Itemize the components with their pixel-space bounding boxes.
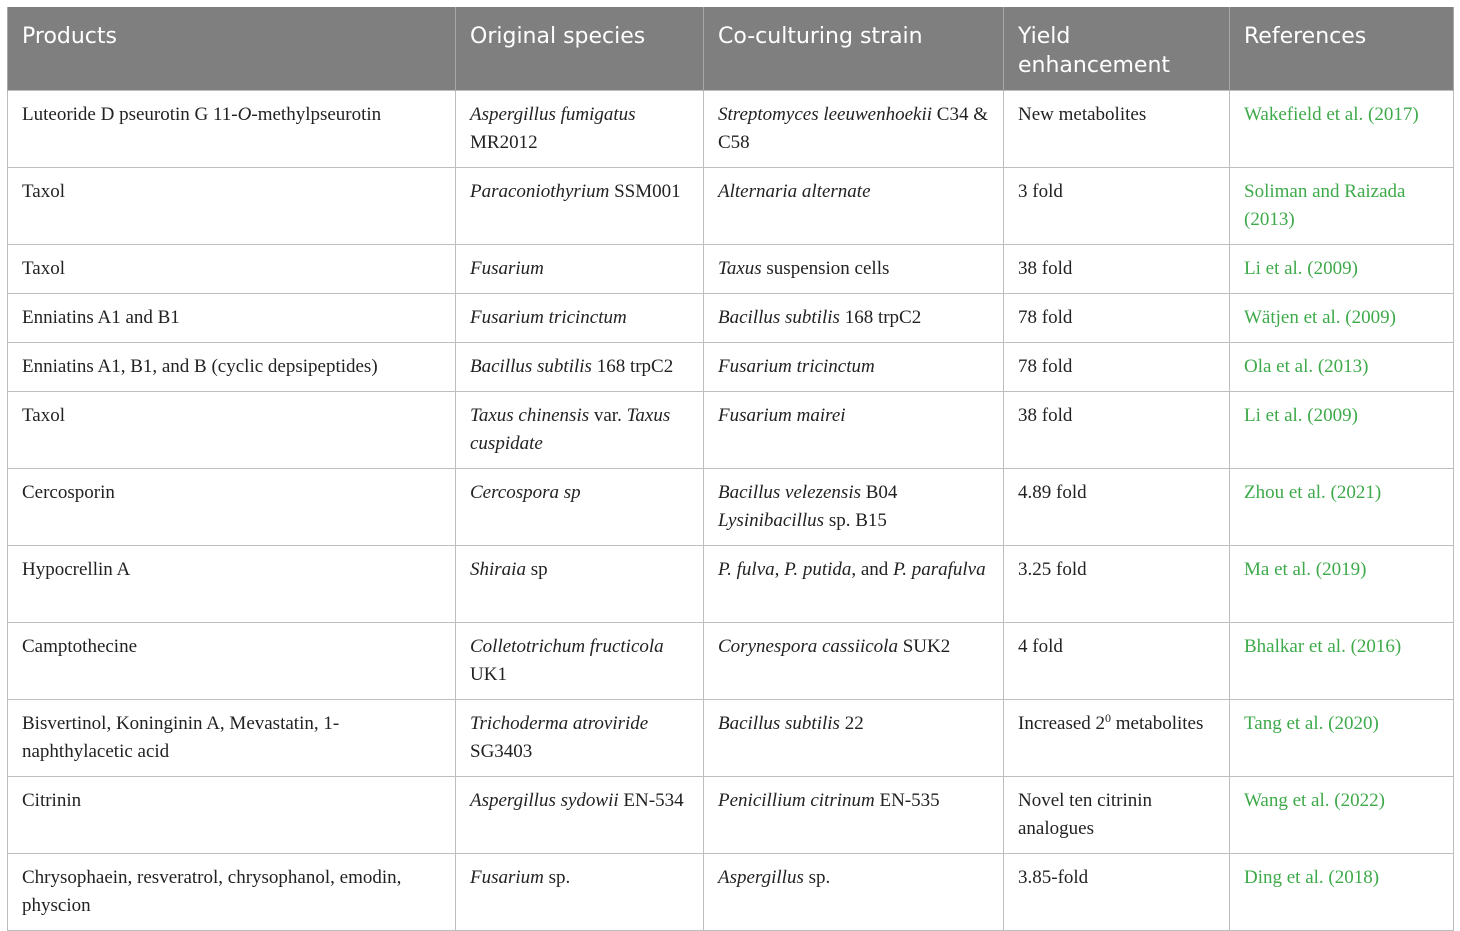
italic-text: Trichoderma atroviride bbox=[470, 713, 649, 734]
italic-text: P. parafulva bbox=[893, 559, 986, 580]
table-row bbox=[8, 294, 1454, 343]
table-row bbox=[8, 469, 1454, 546]
co-culturing-strain-cell bbox=[704, 392, 1004, 469]
yield-enhancement-cell: 4 fold bbox=[1004, 623, 1230, 700]
original-species-cell: Aspergillus sydowii EN-534 bbox=[456, 777, 704, 854]
reference-cell bbox=[1230, 623, 1454, 700]
italic-text: Shiraia bbox=[470, 559, 526, 580]
co-culturing-strain-cell: Streptomyces leeuwenhoekii C34 & C58 bbox=[704, 91, 1004, 168]
reference-cell bbox=[1230, 700, 1454, 777]
reference-cell bbox=[1230, 546, 1454, 623]
table-row bbox=[8, 91, 1454, 168]
yield-enhancement-cell: 38 fold bbox=[1004, 245, 1230, 294]
italic-text: Fusarium tricinctum bbox=[718, 356, 875, 377]
italic-text: Fusarium tricinctum bbox=[470, 307, 627, 328]
reference-cell bbox=[1230, 777, 1454, 854]
italic-text: Colletotrichum fructicola bbox=[470, 636, 664, 657]
reference-cell bbox=[1230, 469, 1454, 546]
yield-enhancement-cell: 78 fold bbox=[1004, 343, 1230, 392]
product-cell: Taxol bbox=[8, 168, 456, 245]
italic-text: Streptomyces leeuwenhoekii bbox=[718, 104, 933, 125]
co-culturing-strain-cell: Bacillus subtilis 168 trpC2 bbox=[704, 294, 1004, 343]
italic-text: Aspergillus fumigatus bbox=[470, 104, 636, 125]
coculture-products-table bbox=[7, 7, 1454, 931]
italic-text: Bacillus subtilis bbox=[718, 713, 840, 734]
italic-text: Fusarium bbox=[470, 258, 544, 279]
italic-text: Bacillus velezensis bbox=[718, 482, 861, 503]
reference-cell bbox=[1230, 91, 1454, 168]
table-header bbox=[8, 7, 1454, 91]
superscript-text: 0 bbox=[1105, 711, 1112, 725]
co-culturing-strain-cell: P. fulva, P. putida, and P. parafulva bbox=[704, 546, 1004, 623]
italic-text: Corynespora cassiicola bbox=[718, 636, 898, 657]
italic-text: Lysinibacillus bbox=[718, 510, 825, 531]
yield-enhancement-cell: 78 fold bbox=[1004, 294, 1230, 343]
co-culturing-strain-cell bbox=[704, 168, 1004, 245]
reference-link[interactable]: Li et al. (2009) bbox=[1244, 258, 1358, 279]
reference-cell bbox=[1230, 392, 1454, 469]
co-culturing-strain-cell bbox=[704, 343, 1004, 392]
reference-cell bbox=[1230, 343, 1454, 392]
reference-link[interactable]: Soliman and Raizada (2013) bbox=[1244, 181, 1406, 230]
reference-link[interactable]: Li et al. (2009) bbox=[1244, 405, 1358, 426]
table-body bbox=[8, 91, 1454, 931]
italic-text: P. fulva bbox=[718, 559, 775, 580]
product-cell: Bisvertinol, Koninginin A, Mevastatin, 1-naphthylacetic acid bbox=[8, 700, 456, 777]
co-culturing-strain-cell: Penicillium citrinum EN-535 bbox=[704, 777, 1004, 854]
italic-text: Bacillus subtilis bbox=[470, 356, 592, 377]
table-row bbox=[8, 777, 1454, 854]
reference-link[interactable]: Bhalkar et al. (2016) bbox=[1244, 636, 1402, 657]
product-cell: Luteoride D pseurotin G 11-O-methylpseurotin bbox=[8, 91, 456, 168]
original-species-cell: Taxus chinensis var. Taxus cuspidate bbox=[456, 392, 704, 469]
original-species-cell: Colletotrichum fructicola UK1 bbox=[456, 623, 704, 700]
yield-enhancement-cell: 3.25 fold bbox=[1004, 546, 1230, 623]
reference-link[interactable]: Ola et al. (2013) bbox=[1244, 356, 1369, 377]
product-cell: Enniatins A1, B1, and B (cyclic depsipeptides) bbox=[8, 343, 456, 392]
reference-cell bbox=[1230, 245, 1454, 294]
table-row bbox=[8, 392, 1454, 469]
header-yield-enhancement: Yield enhancement bbox=[1004, 7, 1230, 91]
original-species-cell bbox=[456, 245, 704, 294]
reference-link[interactable]: Ma et al. (2019) bbox=[1244, 559, 1367, 580]
italic-text: Aspergillus sydowii bbox=[470, 790, 619, 811]
reference-link[interactable]: Wakefield et al. (2017) bbox=[1244, 104, 1419, 125]
header-references: References bbox=[1230, 7, 1454, 91]
table-row bbox=[8, 343, 1454, 392]
product-cell: Hypocrellin A bbox=[8, 546, 456, 623]
original-species-cell: Bacillus subtilis 168 trpC2 bbox=[456, 343, 704, 392]
italic-text: Taxus cuspidate bbox=[470, 405, 671, 454]
co-culturing-strain-cell: Corynespora cassiicola SUK2 bbox=[704, 623, 1004, 700]
italic-text: P. putida bbox=[784, 559, 852, 580]
italic-text: Cercospora sp bbox=[470, 482, 581, 503]
italic-text: Alternaria alternate bbox=[718, 181, 871, 202]
table-row bbox=[8, 854, 1454, 931]
table-row bbox=[8, 546, 1454, 623]
original-species-cell: Paraconiothyrium SSM001 bbox=[456, 168, 704, 245]
italic-text: Taxus bbox=[718, 258, 762, 279]
product-cell: Cercosporin bbox=[8, 469, 456, 546]
product-cell: Camptothecine bbox=[8, 623, 456, 700]
co-culturing-strain-cell: Bacillus subtilis 22 bbox=[704, 700, 1004, 777]
yield-enhancement-cell: 4.89 fold bbox=[1004, 469, 1230, 546]
original-species-cell: Aspergillus fumigatus MR2012 bbox=[456, 91, 704, 168]
yield-enhancement-cell: Increased $2^0$ metabolites bbox=[1004, 700, 1230, 777]
table-row bbox=[8, 623, 1454, 700]
reference-cell bbox=[1230, 854, 1454, 931]
reference-link[interactable]: Zhou et al. (2021) bbox=[1244, 482, 1382, 503]
yield-enhancement-cell: 38 fold bbox=[1004, 392, 1230, 469]
original-species-cell: Shiraia sp bbox=[456, 546, 704, 623]
original-species-cell: Fusarium sp. bbox=[456, 854, 704, 931]
product-cell: Enniatins A1 and B1 bbox=[8, 294, 456, 343]
original-species-cell bbox=[456, 469, 704, 546]
co-culturing-strain-cell: Bacillus velezensis B04 Lysinibacillus sp. B15 bbox=[704, 469, 1004, 546]
reference-cell bbox=[1230, 168, 1454, 245]
reference-link[interactable]: Ding et al. (2018) bbox=[1244, 867, 1380, 888]
header-products: Products bbox=[8, 7, 456, 91]
co-culturing-strain-cell: Aspergillus sp. bbox=[704, 854, 1004, 931]
header-co-culturing-strain: Co-culturing strain bbox=[704, 7, 1004, 91]
italic-text: Fusarium bbox=[470, 867, 544, 888]
reference-link[interactable]: Tang et al. (2020) bbox=[1244, 713, 1379, 734]
italic-text: Fusarium mairei bbox=[718, 405, 846, 426]
reference-link[interactable]: Wang et al. (2022) bbox=[1244, 790, 1385, 811]
reference-cell bbox=[1230, 294, 1454, 343]
product-cell: Citrinin bbox=[8, 777, 456, 854]
yield-enhancement-cell: Novel ten citrinin analogues bbox=[1004, 777, 1230, 854]
header-row bbox=[8, 7, 1454, 91]
co-culturing-strain-cell: Taxus suspension cells bbox=[704, 245, 1004, 294]
yield-enhancement-cell: 3.85-fold bbox=[1004, 854, 1230, 931]
yield-enhancement-cell: New metabolites bbox=[1004, 91, 1230, 168]
product-cell: Chrysophaein, resveratrol, chrysophanol, emodin, physcion bbox=[8, 854, 456, 931]
italic-text: Penicillium citrinum bbox=[718, 790, 875, 811]
yield-enhancement-cell: 3 fold bbox=[1004, 168, 1230, 245]
table-row bbox=[8, 245, 1454, 294]
italic-text: Aspergillus bbox=[718, 867, 804, 888]
header-original-species: Original species bbox=[456, 7, 704, 91]
table-row bbox=[8, 168, 1454, 245]
italic-text: O bbox=[237, 104, 252, 125]
italic-text: Paraconiothyrium bbox=[470, 181, 610, 202]
original-species-cell bbox=[456, 294, 704, 343]
table-row bbox=[8, 700, 1454, 777]
product-cell: Taxol bbox=[8, 392, 456, 469]
italic-text: Taxus chinensis bbox=[470, 405, 590, 426]
product-cell: Taxol bbox=[8, 245, 456, 294]
original-species-cell: Trichoderma atroviride SG3403 bbox=[456, 700, 704, 777]
reference-link[interactable]: Wätjen et al. (2009) bbox=[1244, 307, 1396, 328]
italic-text: Bacillus subtilis bbox=[718, 307, 840, 328]
